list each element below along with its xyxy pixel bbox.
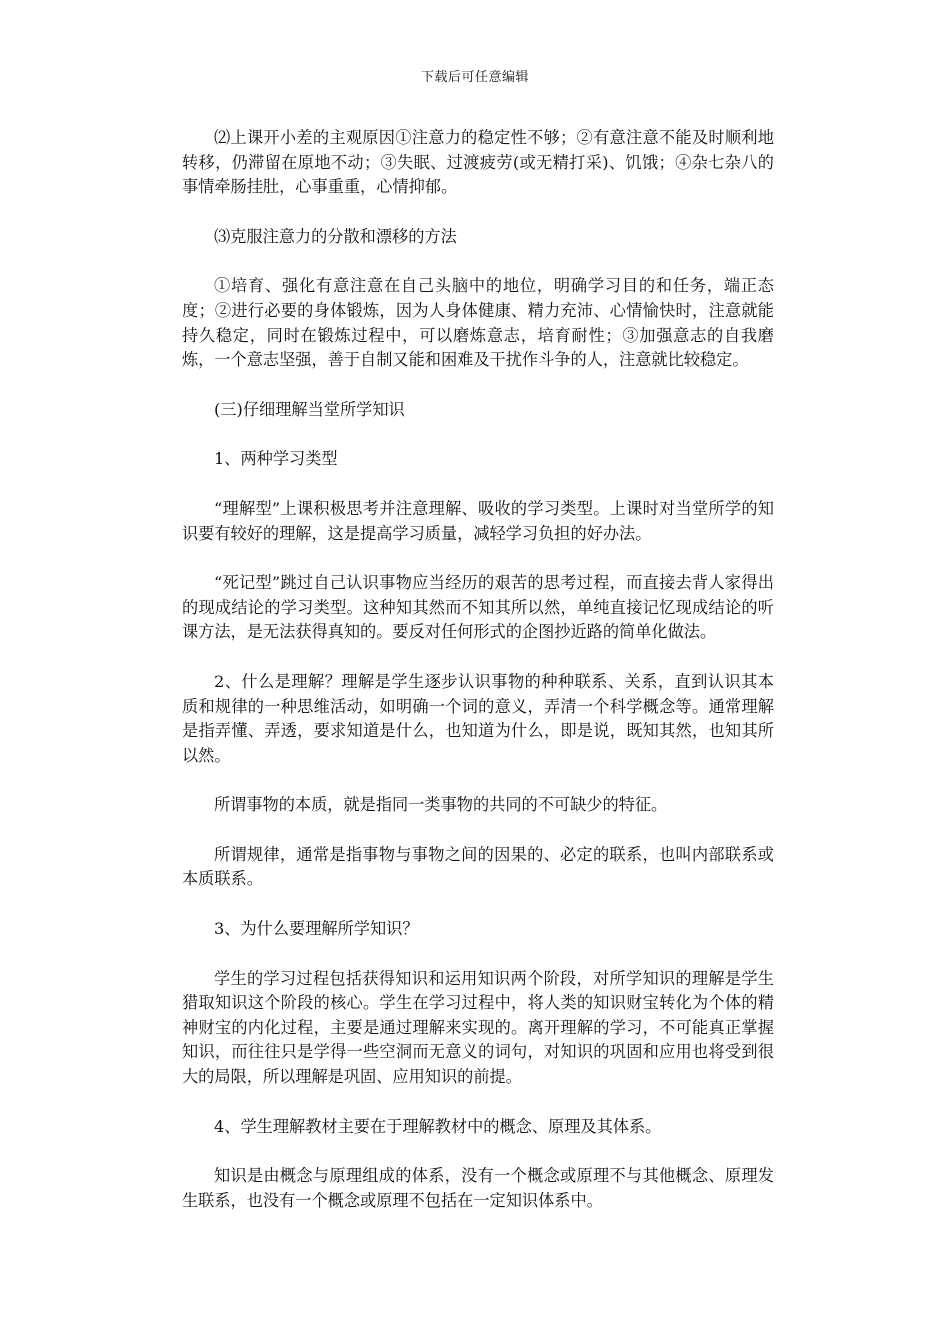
paragraph-law-definition: 所谓规律，通常是指事物与事物之间的因果的、必定的联系，也叫内部联系或本质联系。 [182, 844, 774, 889]
subheading-understand-textbook: 4、学生理解教材主要在于理解教材中的概念、原理及其体系。 [214, 1116, 662, 1136]
document-body [182, 126, 774, 1238]
paragraph-heading-overcome-distraction: ⑶克服注意力的分散和漂移的方法 [214, 226, 457, 246]
subheading-why-understand: 3、为什么要理解所学知识？ [214, 919, 419, 939]
paragraph-knowledge-system: 知识是由概念与原理组成的体系，没有一个概念或原理不与其他概念、原理发生联系，也没有一个概念或原理不包括在一定知识体系中。 [182, 1166, 774, 1210]
paragraph-learning-process: 学生的学习过程包括获得知识和运用知识两个阶段，对所学知识的理解是学生猎取知识这个阶段的核心。学生在学习过程中，将人类的知识财宝转化为个体的精神财宝的内化过程，主要是通过理解来实现的。离开理解的学习，不可能真正掌握知识，而往往只是学得一些空洞而无意义的词句，对知识的巩固和应用也将受到很大的局限，所以理解是巩固、应用知识的前提。 [182, 968, 774, 1087]
editable-after-download-note: 下载后可任意编辑 [420, 70, 529, 85]
paragraph-overcome-methods: ①培育、强化有意注意在自己头脑中的地位，明确学习目的和任务，端正态度；②进行必要的身体锻炼，因为人身体健康、精力充沛、心情愉快时，注意就能持久稳定，同时在锻炼过程中，可以磨炼意志，培育耐性；③加强意志的自我磨炼，一个意志坚强，善于自制又能和困难及干扰作斗争的人，注意就比较稳定。 [182, 276, 774, 370]
paragraph-understanding-type: “理解型”上课积极思考并注意理解、吸收的学习类型。上课时对当堂所学的知识要有较好的理解，这是提高学习质量，减轻学习负担的好办法。 [182, 498, 774, 543]
paragraph-essence-definition: 所谓事物的本质，就是指同一类事物的共同的不可缺少的特征。 [214, 795, 668, 815]
subheading-two-learning-types: 1、两种学习类型 [214, 449, 338, 469]
section-heading-understand-knowledge: (三)仔细理解当堂所学知识 [214, 399, 405, 419]
paragraph-what-is-understanding: 2、什么是理解？理解是学生逐步认识事物的种种联系、关系，直到认识其本质和规律的一种思维活动，如明确一个词的意义，弄清一个科学概念等。通常理解是指弄懂、弄透，要求知道是什么，也知道为什么，即是说，既知其然，也知其所以然。 [182, 671, 774, 765]
paragraph-rote-type: “死记型”跳过自己认识事物应当经历的艰苦的思考过程，而直接去背人家得出的现成结论的学习类型。这种知其然而不知其所以然，单纯直接记忆现成结论的听课方法，是无法获得真知的。要反对任何形式的企图抄近路的简单化做法。 [182, 573, 774, 642]
paragraph-inattention-causes: ⑵上课开小差的主观原因①注意力的稳定性不够；②有意注意不能及时顺利地转移，仍滞留在原地不动；③失眠、过渡疲劳(或无精打采)、饥饿；④杂七杂八的事情牵肠挂肚，心事重重，心情抑郁。 [182, 128, 774, 197]
